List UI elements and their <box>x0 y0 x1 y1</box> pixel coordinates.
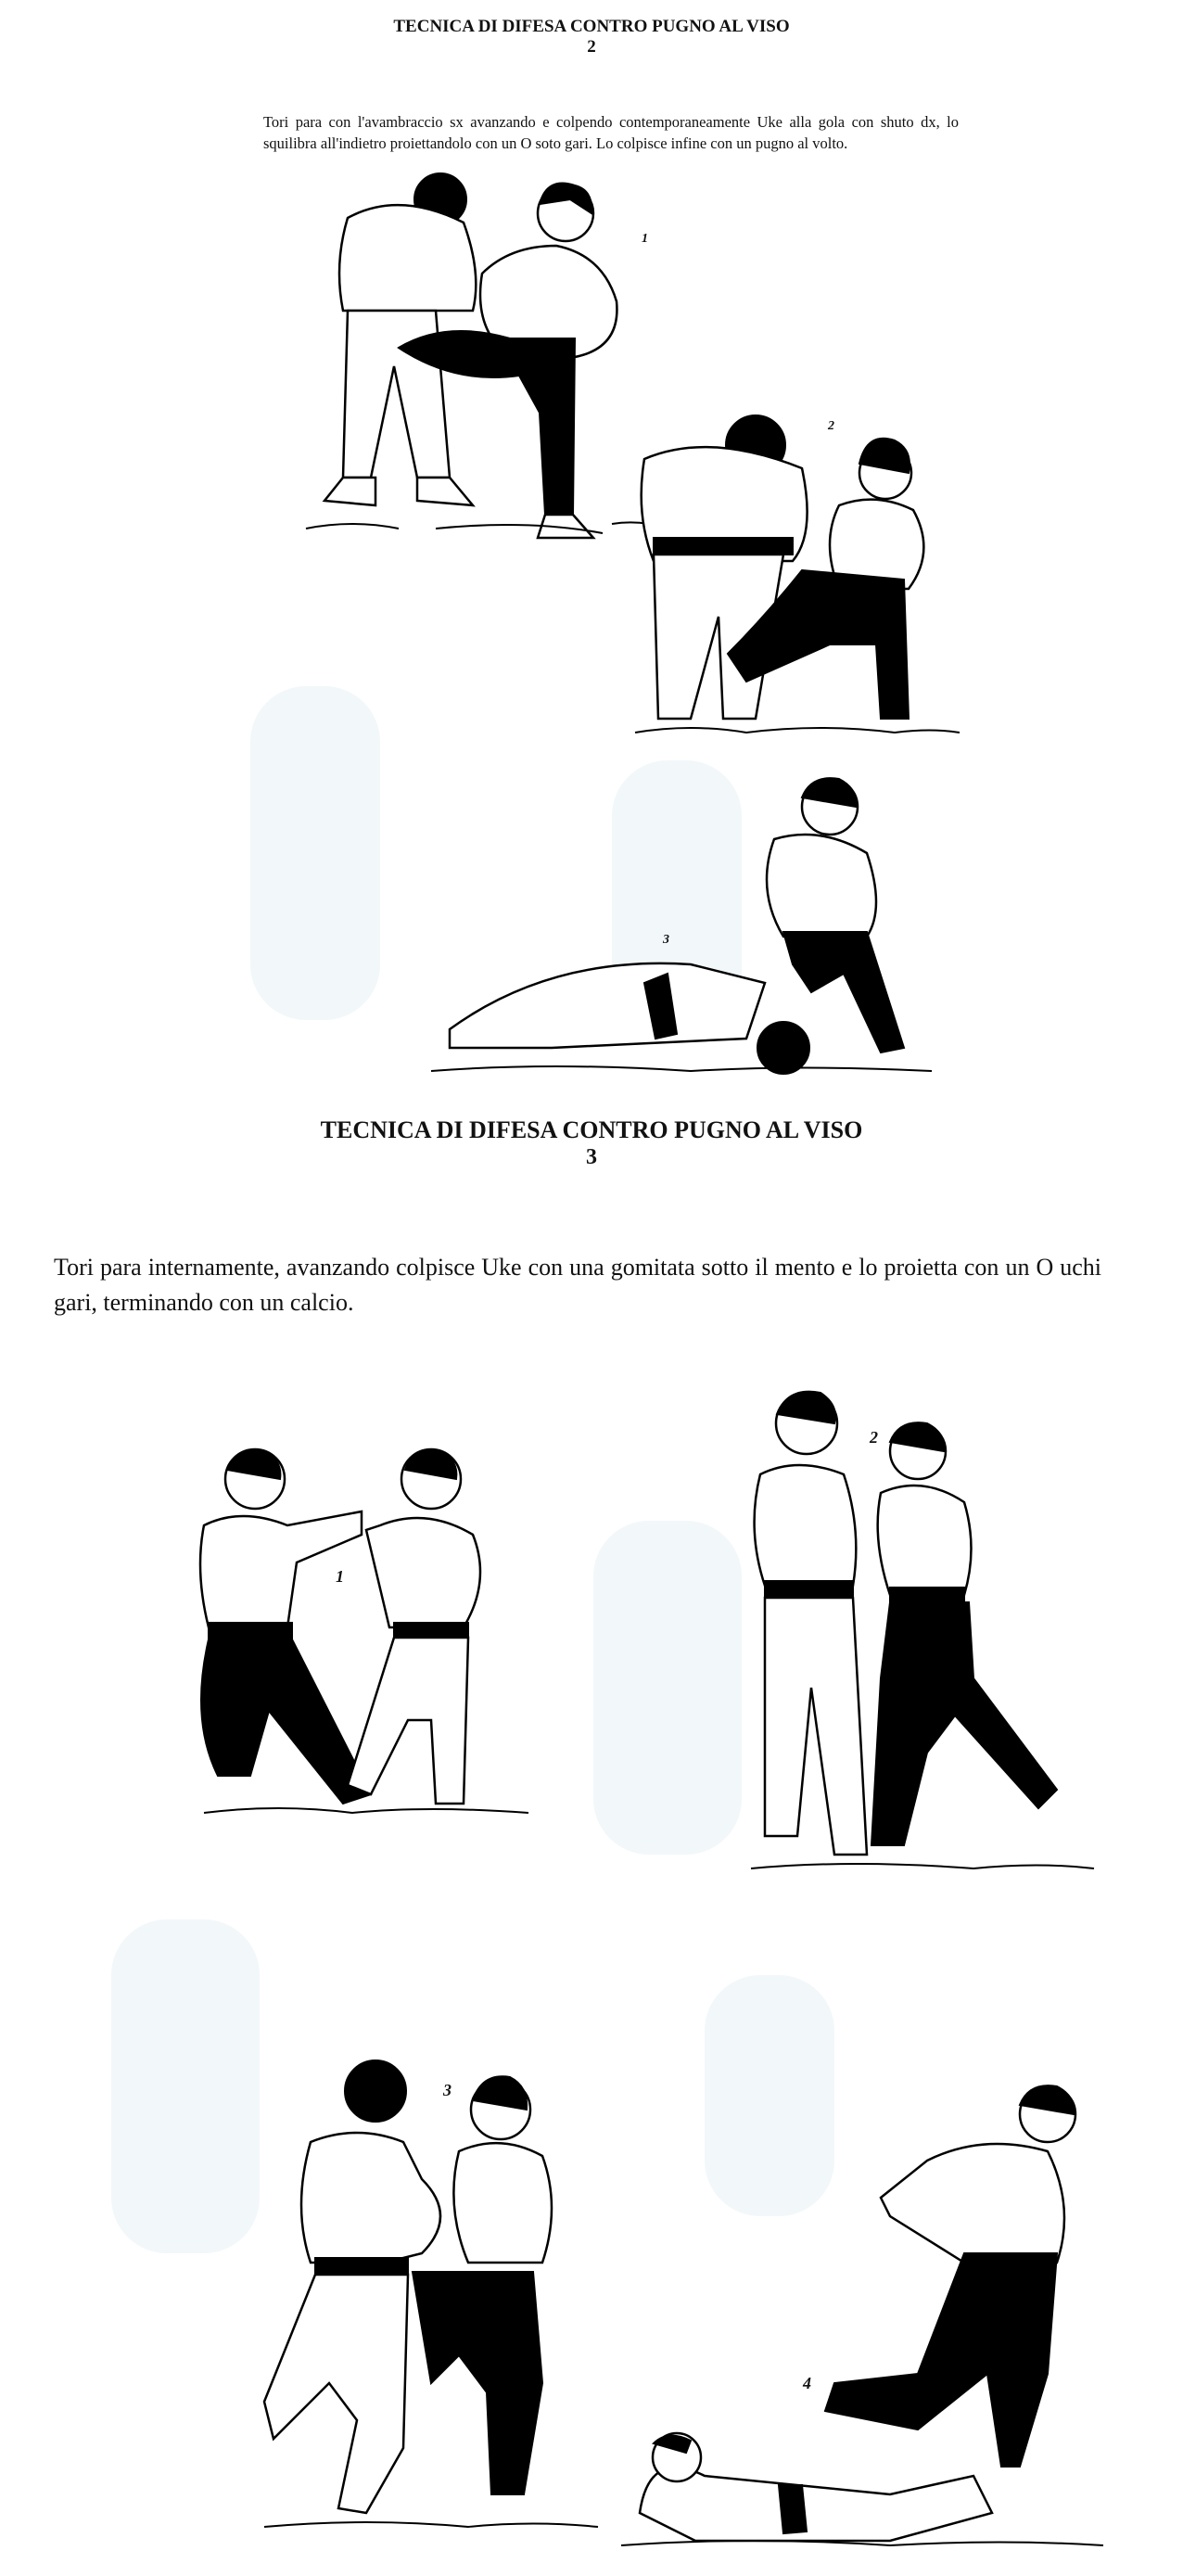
figure-number: 1 <box>336 1567 344 1586</box>
technique-description: Tori para internamente, avanzando colpisce Uke con una gomitata sotto il mento e lo proietta con un O uchi gari, terminando con un calcio. <box>54 1254 1101 1316</box>
section-number: 2 <box>587 37 596 57</box>
figure-number: 4 <box>803 2374 811 2392</box>
illustration-figure <box>617 403 969 756</box>
illustration-figure <box>185 1442 547 1850</box>
illustration-figure <box>255 2049 607 2559</box>
section-number: 3 <box>586 1145 597 1169</box>
illustration-figure <box>742 1382 1103 1901</box>
illustration-figure <box>612 2077 1113 2559</box>
section-title: TECNICA DI DIFESA CONTRO PUGNO AL VISO <box>393 17 790 36</box>
figure-number: 3 <box>663 933 669 947</box>
illustration-figure <box>413 770 950 1094</box>
figure-number: 3 <box>443 2081 452 2099</box>
figure-number: 2 <box>828 419 834 433</box>
technique-description: Tori para con l'avambraccio sx avanzando e colpendo contemporaneamente Uke alla gola con shuto dx, lo squilibra all'indietro proiettandolo con un O soto gari. Lo colpisce infine con un pugno al volto. <box>263 113 959 152</box>
bleed-through-shape <box>593 1521 742 1855</box>
bleed-through-shape <box>111 1919 260 2253</box>
section-title: TECNICA DI DIFESA CONTRO PUGNO AL VISO <box>320 1116 863 1143</box>
figure-number: 2 <box>870 1428 878 1447</box>
figure-number: 1 <box>642 232 648 246</box>
bleed-through-shape <box>250 686 380 1020</box>
